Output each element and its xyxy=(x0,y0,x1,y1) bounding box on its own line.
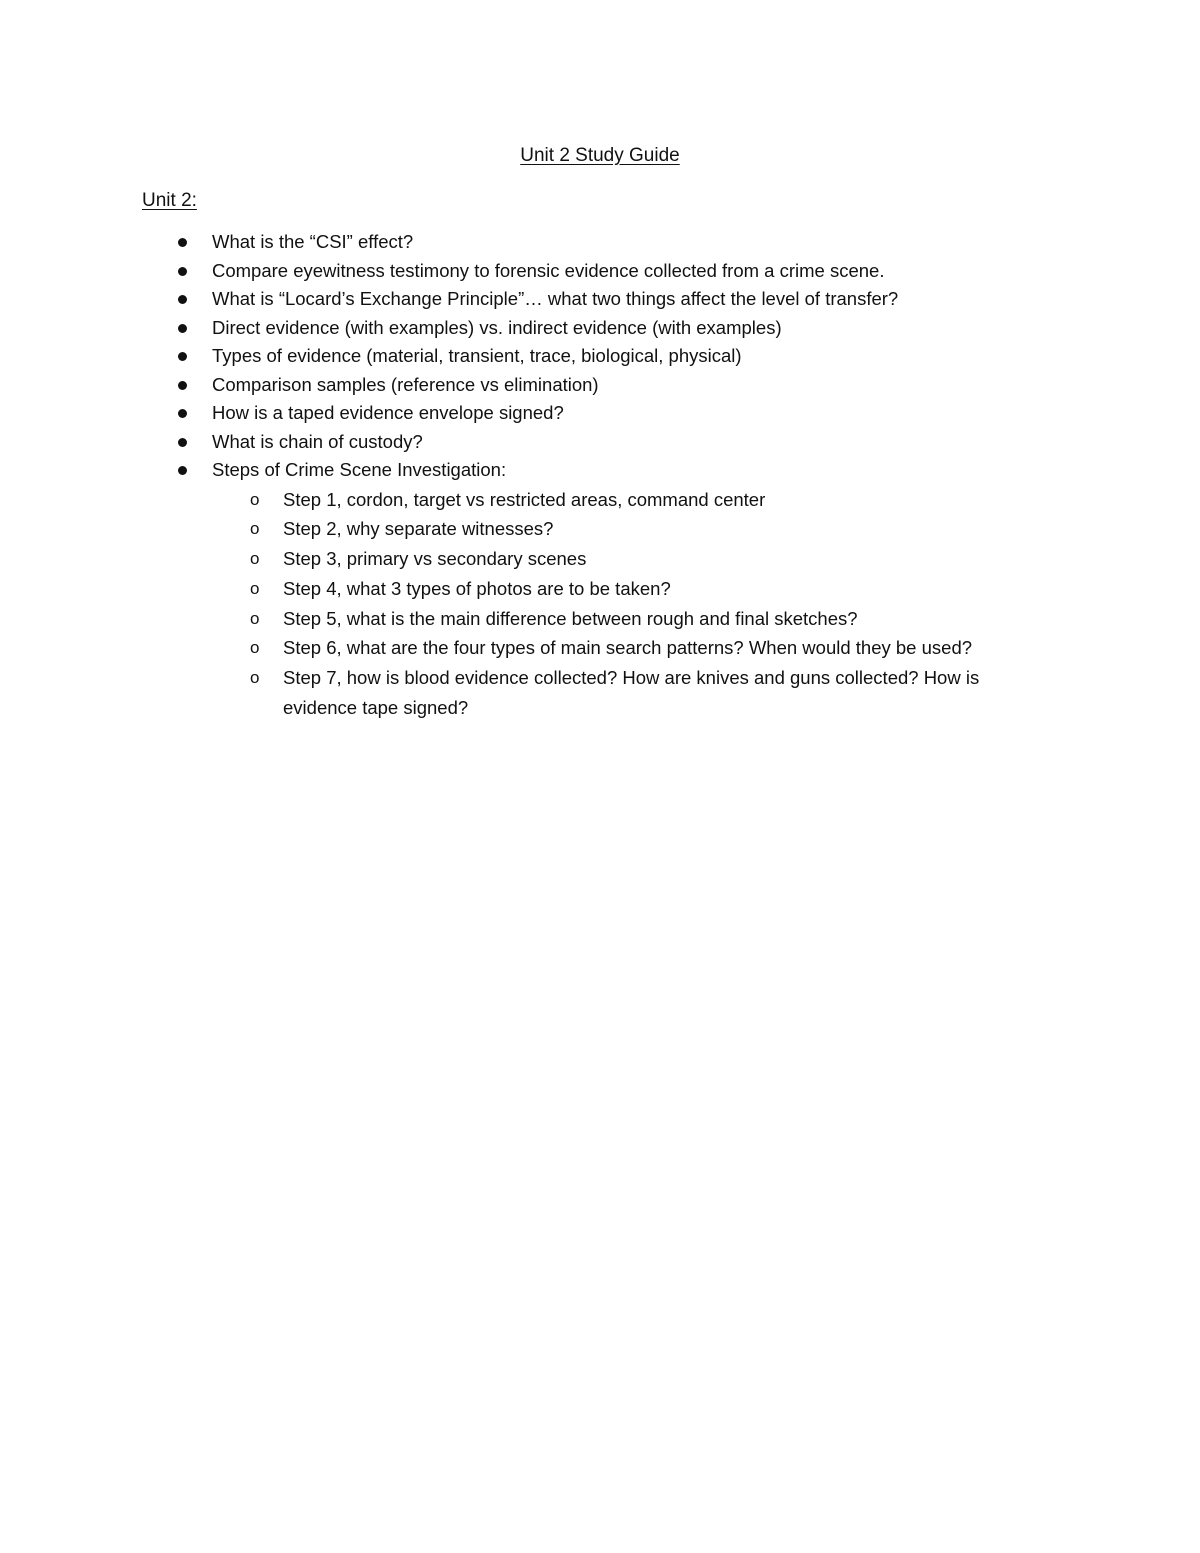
sub-bullet-icon: o xyxy=(250,519,260,539)
sublist-item-text: Step 3, primary vs secondary scenes xyxy=(283,548,587,570)
list-item-text: What is “Locard’s Exchange Principle”… what two things affect the level of transfer? xyxy=(212,288,899,309)
list-item-text: Steps of Crime Scene Investigation: xyxy=(212,459,507,480)
bullet-icon xyxy=(178,324,187,333)
sublist-item xyxy=(212,663,1033,723)
bullet-icon xyxy=(178,438,187,447)
list-item xyxy=(142,257,1042,286)
document-title: Unit 2 Study Guide xyxy=(520,145,680,166)
sub-bullet-icon: o xyxy=(250,668,260,688)
sublist-item xyxy=(212,514,1033,544)
bullet-icon xyxy=(178,295,187,304)
bullet-icon xyxy=(178,352,187,361)
list-item-text: Direct evidence (with examples) vs. indirect evidence (with examples) xyxy=(212,316,782,338)
sublist-item-text: Step 1, cordon, target vs restricted areas, command center xyxy=(283,488,766,510)
bullet-icon xyxy=(178,238,187,247)
list-item-text: Types of evidence (material, transient, trace, biological, physical) xyxy=(212,345,742,366)
list-item xyxy=(142,314,1042,343)
steps-sublist xyxy=(212,485,1042,723)
sublist-item xyxy=(212,574,1033,604)
sublist-item-text: Step 6, what are the four types of main search patterns? When would they be used? xyxy=(283,637,973,659)
sub-bullet-icon: o xyxy=(250,549,260,569)
sublist-item xyxy=(212,604,1033,634)
sublist-item-text: Step 2, why separate witnesses? xyxy=(283,518,554,540)
sub-bullet-icon: o xyxy=(250,578,260,598)
list-item-text: What is the “CSI” effect? xyxy=(212,231,414,252)
list-item xyxy=(142,428,1042,457)
sublist-item xyxy=(212,544,1033,574)
sub-bullet-icon: o xyxy=(250,638,260,658)
sublist-item-text: Step 7, how is blood evidence collected? How are knives and guns collected? How is evidence tape signed? xyxy=(283,667,980,719)
bullet-icon xyxy=(178,267,187,276)
list-item-steps xyxy=(142,456,1042,723)
section-heading: Unit 2: xyxy=(142,190,197,211)
sublist-item-text: Step 5, what is the main difference between rough and final sketches? xyxy=(283,607,858,629)
bullet-icon xyxy=(178,381,187,390)
list-item xyxy=(142,285,1042,314)
list-item-text: Compare eyewitness testimony to forensic evidence collected from a crime scene. xyxy=(212,259,885,281)
list-item xyxy=(142,399,1042,428)
study-question-list xyxy=(142,228,1042,723)
bullet-icon xyxy=(178,466,187,475)
bullet-icon xyxy=(178,409,187,418)
list-item xyxy=(142,371,1042,400)
list-item-text: What is chain of custody? xyxy=(212,430,423,452)
sub-bullet-icon: o xyxy=(250,608,260,628)
sublist-item xyxy=(212,485,1033,515)
list-item xyxy=(142,228,1042,257)
sublist-item xyxy=(212,633,1033,663)
list-item-text: How is a taped evidence envelope signed? xyxy=(212,402,564,423)
list-item-text: Comparison samples (reference vs elimination) xyxy=(212,373,599,395)
sub-bullet-icon: o xyxy=(250,489,260,509)
sublist-item-text: Step 4, what 3 types of photos are to be taken? xyxy=(283,577,671,599)
list-item xyxy=(142,342,1042,371)
